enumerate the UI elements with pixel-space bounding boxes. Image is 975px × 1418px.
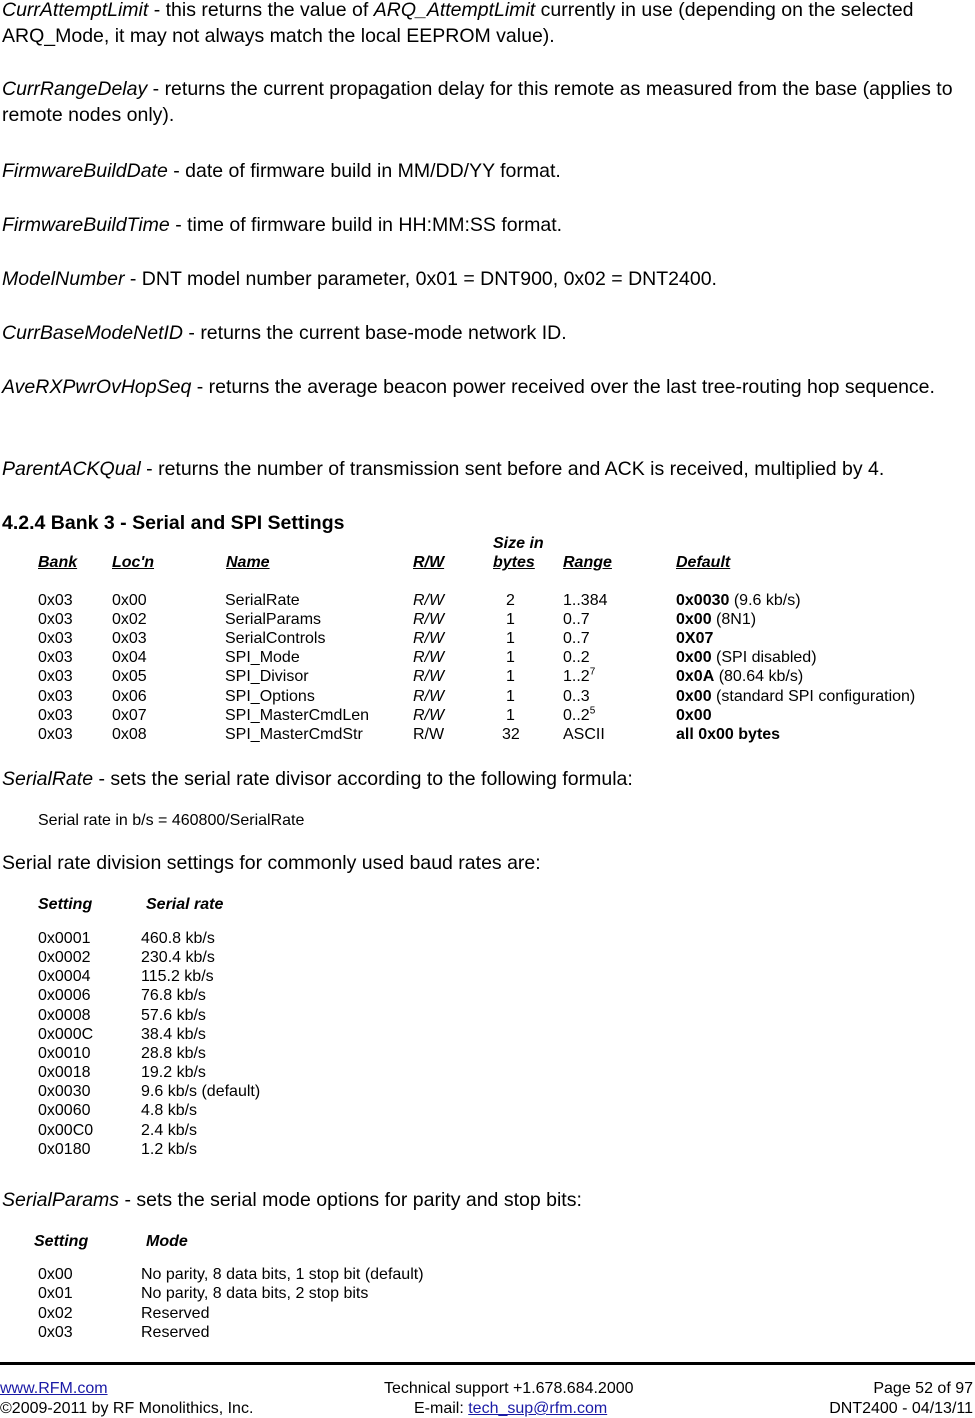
table-cell-bank: 0x03 bbox=[38, 687, 73, 705]
mode-value: Reserved bbox=[141, 1323, 210, 1341]
website-link[interactable]: www.RFM.com bbox=[0, 1380, 108, 1397]
table-cell-range bbox=[563, 726, 605, 744]
support-phone: Technical support +1.678.684.2000 bbox=[384, 1380, 634, 1397]
term: FirmwareBuildDate bbox=[2, 160, 168, 182]
term: ARQ_AttemptLimit bbox=[373, 0, 536, 21]
header-default: Default bbox=[676, 554, 731, 571]
table-cell-name: SerialControls bbox=[225, 630, 326, 648]
default-value: 0x00 bbox=[676, 687, 712, 705]
serial-rate-formula: Serial rate in b/s = 460800/SerialRate bbox=[38, 812, 305, 829]
range-exponent: 5 bbox=[589, 705, 596, 717]
mode-setting: 0x00 bbox=[38, 1266, 73, 1283]
paragraph-firmware-build-time bbox=[2, 212, 972, 238]
table-cell-name: SPI_MasterCmdLen bbox=[225, 706, 370, 724]
range-value: 0..7 bbox=[563, 630, 590, 648]
table-cell-rw: R/W bbox=[413, 649, 445, 667]
rate-setting: 0x0002 bbox=[38, 949, 91, 967]
rate-value: 230.4 kb/s bbox=[141, 949, 215, 967]
text: - returns the current propagation delay for this remote as measured from the base (applies to remote nodes only). bbox=[2, 78, 953, 126]
text: - time of firmware build in HH:MM:SS format. bbox=[169, 214, 563, 236]
table-cell-range bbox=[563, 688, 590, 706]
paragraph-model-number bbox=[2, 266, 972, 292]
term: ParentACKQual bbox=[2, 458, 141, 480]
table-cell-default bbox=[676, 630, 713, 648]
mode-setting: 0x02 bbox=[38, 1304, 73, 1322]
table-cell-rw: R/W bbox=[413, 592, 445, 609]
paragraph-curr-base-mode-net-id bbox=[2, 320, 972, 346]
rate-value: 38.4 kb/s bbox=[141, 1025, 206, 1043]
range-value: 0..7 bbox=[563, 611, 590, 629]
term: FirmwareBuildTime bbox=[2, 214, 170, 236]
table-cell-loc: 0x04 bbox=[112, 649, 147, 667]
paragraph-firmware-build-date bbox=[2, 158, 972, 184]
default-value: 0x00 bbox=[676, 649, 712, 667]
table-cell-loc: 0x08 bbox=[112, 725, 147, 743]
rate-setting: 0x0010 bbox=[38, 1044, 91, 1062]
header-range: Range bbox=[563, 554, 612, 571]
rate-value: 9.6 kb/s (default) bbox=[141, 1083, 261, 1101]
default-value: 0x0A bbox=[676, 668, 715, 686]
email-label: E-mail: bbox=[414, 1400, 469, 1417]
term: CurrRangeDelay bbox=[2, 78, 148, 100]
paragraph-parent-ack-qual bbox=[2, 456, 972, 482]
table-cell-size: 1 bbox=[506, 706, 515, 724]
term: AveRXPwrOvHopSeq bbox=[2, 376, 192, 398]
default-note: (9.6 kb/s) bbox=[729, 592, 801, 609]
table-cell-loc: 0x05 bbox=[112, 668, 147, 686]
table-cell-loc: 0x00 bbox=[112, 592, 147, 609]
range-value: 1..384 bbox=[563, 592, 608, 609]
section-heading: 4.2.4 Bank 3 - Serial and SPI Settings bbox=[2, 512, 345, 534]
table-cell-default bbox=[676, 726, 780, 744]
table-cell-range bbox=[563, 668, 595, 686]
header-setting: Setting bbox=[38, 896, 93, 913]
text: - sets the serial rate divisor according to the following formula: bbox=[93, 768, 633, 790]
rate-setting: 0x0001 bbox=[38, 930, 91, 947]
header-rw: R/W bbox=[413, 554, 445, 571]
paragraph-curr-range-delay bbox=[2, 76, 972, 128]
table-cell-loc: 0x02 bbox=[112, 611, 147, 629]
term: CurrBaseModeNetID bbox=[2, 322, 183, 344]
table-cell-default bbox=[676, 688, 915, 706]
rate-setting: 0x0060 bbox=[38, 1102, 91, 1120]
text: - this returns the value of bbox=[148, 0, 374, 21]
default-note: (standard SPI configuration) bbox=[711, 687, 916, 705]
table-cell-range bbox=[563, 630, 590, 648]
table-cell-size: 2 bbox=[506, 592, 515, 609]
copyright: ©2009-2011 by RF Monolithics, Inc. bbox=[0, 1400, 254, 1417]
table-cell-default bbox=[676, 592, 801, 610]
term: ModelNumber bbox=[2, 268, 125, 290]
support-email bbox=[414, 1400, 607, 1418]
default-value: 0X07 bbox=[676, 630, 714, 648]
table-cell-name: SPI_Options bbox=[225, 687, 315, 705]
header-size-line2: bytes bbox=[493, 554, 535, 571]
table-cell-bank: 0x03 bbox=[38, 649, 73, 667]
range-value: 0..3 bbox=[563, 687, 590, 705]
document-id: DNT2400 - 04/13/11 bbox=[829, 1400, 973, 1417]
table-cell-bank: 0x03 bbox=[38, 725, 73, 743]
table-cell-size: 1 bbox=[506, 649, 515, 667]
text: - sets the serial mode options for parity and stop bits: bbox=[119, 1189, 582, 1211]
mode-value: No parity, 8 data bits, 1 stop bit (default) bbox=[141, 1266, 424, 1283]
rate-setting: 0x00C0 bbox=[38, 1121, 94, 1139]
text: currently in use (depending on the selected ARQ_Mode, it may not always match the local EEPROM value). bbox=[2, 0, 914, 47]
rate-setting: 0x0030 bbox=[38, 1083, 91, 1101]
rate-setting: 0x0008 bbox=[38, 1006, 91, 1024]
text: - DNT model number parameter, 0x01 = DNT900, 0x02 = DNT2400. bbox=[124, 268, 717, 290]
default-note: (8N1) bbox=[711, 611, 757, 629]
table-cell-rw: R/W bbox=[413, 668, 445, 686]
table-cell-size: 1 bbox=[506, 687, 515, 705]
text: - returns the average beacon power received over the last tree-routing hop sequence. bbox=[191, 376, 935, 398]
default-note: (SPI disabled) bbox=[711, 649, 817, 667]
table-cell-default bbox=[676, 649, 817, 667]
footer-divider bbox=[0, 1362, 975, 1365]
term: SerialRate bbox=[2, 768, 94, 790]
default-value: 0x00 bbox=[676, 706, 712, 724]
paragraph-serial-params bbox=[2, 1187, 972, 1213]
paragraph-curr-attempt-limit bbox=[2, 0, 972, 49]
header-name: Name bbox=[226, 554, 270, 571]
default-value: 0x00 bbox=[676, 611, 712, 629]
term: SerialParams bbox=[2, 1189, 120, 1211]
default-value: all 0x00 bytes bbox=[676, 725, 781, 743]
mode-value: Reserved bbox=[141, 1304, 210, 1322]
text: - date of firmware build in MM/DD/YY format. bbox=[167, 160, 561, 182]
table-cell-rw: R/W bbox=[413, 630, 445, 648]
range-value: ASCII bbox=[563, 725, 605, 743]
rate-value: 460.8 kb/s bbox=[141, 930, 215, 947]
table-cell-bank: 0x03 bbox=[38, 630, 73, 648]
table-cell-size: 1 bbox=[506, 668, 515, 686]
text: - returns the current base-mode network ID. bbox=[182, 322, 567, 344]
table-cell-range bbox=[563, 592, 607, 610]
mode-setting: 0x03 bbox=[38, 1323, 73, 1341]
range-value: 0..2 bbox=[563, 649, 590, 667]
rate-value: 4.8 kb/s bbox=[141, 1102, 198, 1120]
table-cell-name: SPI_Mode bbox=[225, 649, 300, 667]
table-cell-rw: R/W bbox=[413, 706, 445, 724]
header-setting: Setting bbox=[34, 1233, 89, 1250]
default-note: (80.64 kb/s) bbox=[714, 668, 804, 686]
table-cell-bank: 0x03 bbox=[38, 668, 73, 686]
range-value: 0..2 bbox=[563, 706, 590, 724]
rate-value: 115.2 kb/s bbox=[141, 968, 214, 986]
table-cell-loc: 0x03 bbox=[112, 630, 147, 648]
paragraph-division-settings: Serial rate division settings for commonly used baud rates are: bbox=[2, 852, 541, 874]
header-size-line1: Size in bbox=[493, 535, 544, 552]
table-cell-rw: R/W bbox=[413, 687, 445, 705]
table-cell-bank: 0x03 bbox=[38, 592, 73, 609]
header-location: Loc'n bbox=[112, 554, 155, 571]
header-mode: Mode bbox=[146, 1233, 188, 1250]
text: - returns the number of transmission sent before and ACK is received, multiplied by 4. bbox=[140, 458, 885, 480]
rate-value: 76.8 kb/s bbox=[141, 987, 206, 1005]
table-cell-name: SerialRate bbox=[225, 592, 300, 609]
range-exponent: 7 bbox=[589, 667, 596, 679]
table-cell-default bbox=[676, 668, 803, 686]
table-cell-name: SPI_Divisor bbox=[225, 668, 309, 686]
page-number: Page 52 of 97 bbox=[873, 1380, 973, 1397]
paragraph-ave-rx-pwr bbox=[2, 374, 972, 400]
default-value: 0x0030 bbox=[676, 592, 730, 609]
paragraph-serial-rate bbox=[2, 766, 972, 792]
table-cell-name: SerialParams bbox=[225, 611, 322, 629]
mode-setting: 0x01 bbox=[38, 1285, 73, 1303]
range-value: 1..2 bbox=[563, 668, 590, 686]
table-cell-bank: 0x03 bbox=[38, 611, 73, 629]
rate-value: 1.2 kb/s bbox=[141, 1140, 198, 1158]
rate-setting: 0x000C bbox=[38, 1025, 94, 1043]
rate-setting: 0x0006 bbox=[38, 987, 91, 1005]
rate-setting: 0x0018 bbox=[38, 1064, 91, 1082]
rate-value: 57.6 kb/s bbox=[141, 1006, 206, 1024]
rate-value: 28.8 kb/s bbox=[141, 1044, 206, 1062]
table-cell-name: SPI_MasterCmdStr bbox=[225, 725, 363, 743]
table-cell-loc: 0x07 bbox=[112, 706, 147, 724]
rate-setting: 0x0004 bbox=[38, 968, 91, 986]
rate-setting: 0x0180 bbox=[38, 1140, 91, 1158]
table-cell-range bbox=[563, 649, 590, 667]
table-cell-bank: 0x03 bbox=[38, 706, 73, 724]
header-serial-rate: Serial rate bbox=[146, 896, 224, 913]
header-bank: Bank bbox=[38, 554, 78, 571]
term: CurrAttemptLimit bbox=[2, 0, 149, 21]
table-cell-default bbox=[676, 707, 712, 725]
table-cell-rw: R/W bbox=[413, 611, 445, 629]
table-cell-loc: 0x06 bbox=[112, 687, 147, 705]
rate-value: 2.4 kb/s bbox=[141, 1121, 198, 1139]
rate-value: 19.2 kb/s bbox=[141, 1064, 206, 1082]
table-cell-default bbox=[676, 611, 756, 629]
email-link[interactable]: tech_sup@rfm.com bbox=[468, 1400, 608, 1417]
table-cell-rw: R/W bbox=[413, 725, 445, 743]
table-cell-size: 32 bbox=[502, 725, 520, 743]
table-cell-size: 1 bbox=[506, 611, 515, 629]
mode-value: No parity, 8 data bits, 2 stop bits bbox=[141, 1285, 369, 1303]
table-cell-size: 1 bbox=[506, 630, 515, 648]
table-cell-range bbox=[563, 611, 590, 629]
table-cell-range bbox=[563, 707, 595, 725]
